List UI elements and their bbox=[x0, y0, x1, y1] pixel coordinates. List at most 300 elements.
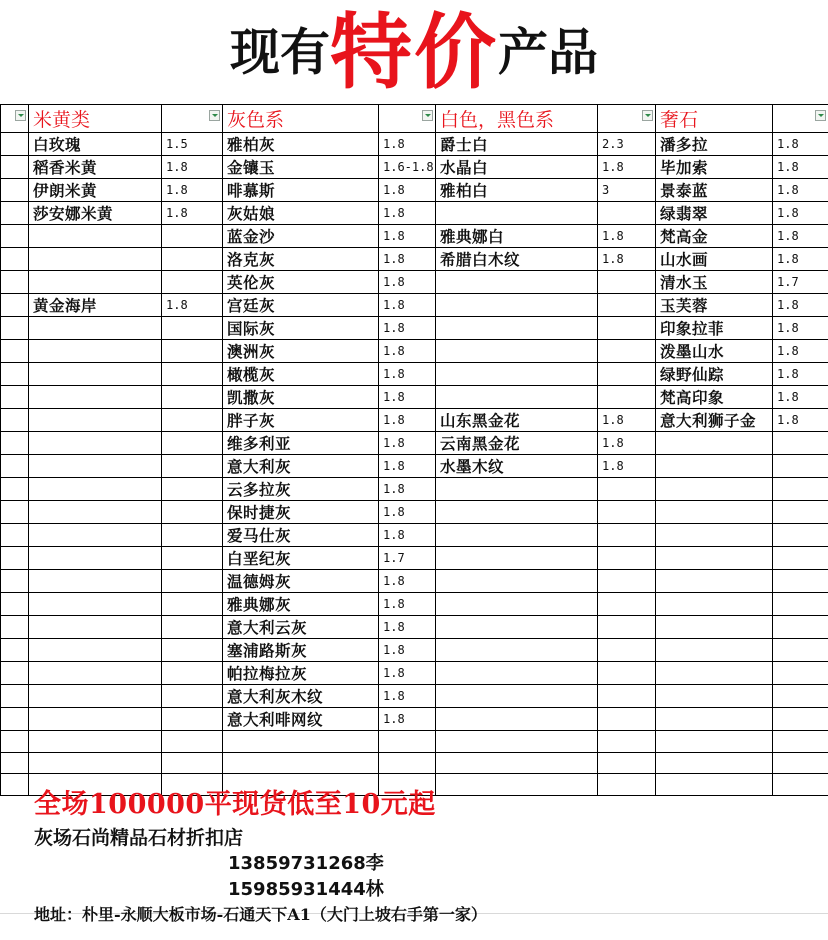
price-cell bbox=[773, 731, 828, 753]
price-cell: 1.8 bbox=[379, 662, 436, 685]
category-header-white-black: 白色，黑色系 bbox=[436, 105, 598, 133]
stone-name-cell: 温德姆灰 bbox=[223, 570, 379, 593]
price-cell bbox=[598, 752, 656, 774]
table-row bbox=[1, 133, 828, 156]
table-row bbox=[1, 294, 828, 317]
stone-name-cell bbox=[656, 501, 773, 524]
stone-name-cell bbox=[29, 248, 162, 271]
price-cell: 1.8 bbox=[379, 294, 436, 317]
stone-name-cell bbox=[656, 478, 773, 501]
stone-name-cell: 国际灰 bbox=[223, 317, 379, 340]
price-cell bbox=[773, 752, 828, 774]
price-cell: 1.8 bbox=[598, 409, 656, 432]
address: 地址：朴里-永顺大板市场-石通天下A1（大门上坡右手第一家） bbox=[34, 905, 487, 924]
price-cell: 1.8 bbox=[379, 685, 436, 708]
phone-contact-2: 15985931444林 bbox=[228, 879, 384, 900]
value-header-cell bbox=[379, 105, 436, 133]
price-cell bbox=[598, 616, 656, 639]
price-cell: 1.8 bbox=[379, 478, 436, 501]
table-row bbox=[1, 662, 828, 685]
price-cell: 1.8 bbox=[773, 340, 828, 363]
stone-name-cell bbox=[656, 432, 773, 455]
stone-name-cell: 绿翡翠 bbox=[656, 202, 773, 225]
price-cell bbox=[162, 432, 223, 455]
price-cell: 1.8 bbox=[773, 133, 828, 156]
price-cell bbox=[598, 662, 656, 685]
price-cell bbox=[773, 547, 828, 570]
table-row bbox=[1, 179, 828, 202]
row-header-cell bbox=[1, 593, 29, 616]
page-title bbox=[0, 0, 828, 104]
stone-name-cell: 意大利灰 bbox=[223, 455, 379, 478]
price-cell bbox=[162, 409, 223, 432]
product-price-table bbox=[0, 104, 828, 796]
stone-name-cell bbox=[656, 455, 773, 478]
price-cell bbox=[598, 708, 656, 731]
row-header-cell bbox=[1, 501, 29, 524]
stone-name-cell bbox=[656, 524, 773, 547]
stone-name-cell: 意大利狮子金 bbox=[656, 409, 773, 432]
price-cell: 1.8 bbox=[379, 708, 436, 731]
price-cell bbox=[162, 708, 223, 731]
stone-name-cell: 帕拉梅拉灰 bbox=[223, 662, 379, 685]
stone-name-cell: 梵高印象 bbox=[656, 386, 773, 409]
stone-name-cell bbox=[436, 524, 598, 547]
stone-name-cell: 潘多拉 bbox=[656, 133, 773, 156]
price-cell bbox=[598, 363, 656, 386]
price-cell bbox=[598, 524, 656, 547]
table-row bbox=[1, 501, 828, 524]
price-cell bbox=[773, 524, 828, 547]
stone-name-cell bbox=[436, 731, 598, 753]
value-header-cell bbox=[162, 105, 223, 133]
stone-name-cell bbox=[436, 340, 598, 363]
row-header-cell bbox=[1, 685, 29, 708]
price-cell bbox=[598, 547, 656, 570]
price-cell bbox=[162, 248, 223, 271]
stone-name-cell bbox=[436, 547, 598, 570]
table-row bbox=[1, 708, 828, 731]
price-cell: 1.8 bbox=[379, 179, 436, 202]
price-cell: 1.8 bbox=[598, 156, 656, 179]
stone-name-cell: 雅柏白 bbox=[436, 179, 598, 202]
stone-name-cell bbox=[436, 271, 598, 294]
stone-name-cell bbox=[29, 340, 162, 363]
stone-name-cell bbox=[436, 685, 598, 708]
stone-name-cell bbox=[29, 432, 162, 455]
price-cell: 1.8 bbox=[773, 248, 828, 271]
stone-name-cell: 凯撒灰 bbox=[223, 386, 379, 409]
row-header-cell bbox=[1, 225, 29, 248]
stone-name-cell bbox=[436, 501, 598, 524]
table-row bbox=[1, 639, 828, 662]
price-cell: 1.8 bbox=[773, 294, 828, 317]
price-cell: 2.3 bbox=[598, 133, 656, 156]
price-cell bbox=[598, 731, 656, 753]
price-cell: 1.6-1.8 bbox=[379, 156, 436, 179]
stone-name-cell bbox=[29, 639, 162, 662]
price-cell: 1.8 bbox=[379, 501, 436, 524]
price-cell: 1.8 bbox=[379, 317, 436, 340]
price-cell bbox=[162, 225, 223, 248]
row-header-cell bbox=[1, 133, 29, 156]
stone-name-cell bbox=[656, 752, 773, 774]
stone-name-cell bbox=[29, 271, 162, 294]
stone-name-cell bbox=[656, 731, 773, 753]
stone-name-cell: 水晶白 bbox=[436, 156, 598, 179]
price-cell: 1.8 bbox=[379, 340, 436, 363]
price-cell: 1.8 bbox=[379, 409, 436, 432]
stone-name-cell bbox=[29, 708, 162, 731]
price-cell bbox=[162, 570, 223, 593]
stone-name-cell bbox=[29, 386, 162, 409]
row-header-cell bbox=[1, 662, 29, 685]
price-cell: 1.8 bbox=[379, 524, 436, 547]
stone-name-cell: 伊朗米黄 bbox=[29, 179, 162, 202]
price-cell bbox=[773, 593, 828, 616]
price-cell: 1.8 bbox=[162, 179, 223, 202]
stone-name-cell: 意大利云灰 bbox=[223, 616, 379, 639]
stone-name-cell bbox=[436, 639, 598, 662]
value-header-cell bbox=[773, 105, 828, 133]
stone-name-cell: 意大利啡网纹 bbox=[223, 708, 379, 731]
stone-name-cell: 白玫瑰 bbox=[29, 133, 162, 156]
price-cell: 1.8 bbox=[379, 616, 436, 639]
price-cell bbox=[162, 363, 223, 386]
table-row bbox=[1, 547, 828, 570]
header-row bbox=[1, 105, 828, 133]
category-header-beige: 米黄类 bbox=[29, 105, 162, 133]
price-cell: 1.8 bbox=[598, 225, 656, 248]
stone-name-cell: 爱马仕灰 bbox=[223, 524, 379, 547]
price-cell bbox=[379, 731, 436, 753]
row-header-cell bbox=[1, 616, 29, 639]
stone-name-cell: 爵士白 bbox=[436, 133, 598, 156]
stone-name-cell: 宫廷灰 bbox=[223, 294, 379, 317]
table-row bbox=[1, 317, 828, 340]
stone-name-cell: 雅柏灰 bbox=[223, 133, 379, 156]
stone-name-cell bbox=[656, 708, 773, 731]
table-row bbox=[1, 455, 828, 478]
stone-name-cell bbox=[29, 317, 162, 340]
price-cell: 1.8 bbox=[773, 386, 828, 409]
row-header-cell bbox=[1, 455, 29, 478]
table-row bbox=[1, 340, 828, 363]
stone-name-cell bbox=[29, 752, 162, 774]
price-cell bbox=[598, 593, 656, 616]
stone-name-cell: 印象拉菲 bbox=[656, 317, 773, 340]
price-cell bbox=[162, 271, 223, 294]
stone-name-cell bbox=[29, 363, 162, 386]
price-cell: 1.8 bbox=[379, 363, 436, 386]
stone-name-cell bbox=[29, 731, 162, 753]
price-cell: 1.5 bbox=[162, 133, 223, 156]
row-header-cell bbox=[1, 547, 29, 570]
row-header-cell bbox=[1, 432, 29, 455]
stone-name-cell bbox=[223, 731, 379, 753]
price-cell bbox=[162, 455, 223, 478]
stone-name-cell: 塞浦路斯灰 bbox=[223, 639, 379, 662]
row-header-cell bbox=[1, 524, 29, 547]
table-row bbox=[1, 593, 828, 616]
stone-name-cell bbox=[436, 317, 598, 340]
stone-name-cell: 毕加索 bbox=[656, 156, 773, 179]
price-cell: 1.8 bbox=[379, 593, 436, 616]
filter-dropdown-icon[interactable] bbox=[209, 110, 220, 121]
price-cell: 1.8 bbox=[598, 432, 656, 455]
row-header-cell bbox=[1, 271, 29, 294]
stone-name-cell bbox=[29, 547, 162, 570]
stone-name-cell bbox=[436, 363, 598, 386]
footer bbox=[0, 778, 828, 940]
price-cell: 1.8 bbox=[773, 156, 828, 179]
price-cell bbox=[162, 639, 223, 662]
price-cell: 1.8 bbox=[379, 202, 436, 225]
stone-name-cell bbox=[656, 547, 773, 570]
stone-name-cell: 希腊白木纹 bbox=[436, 248, 598, 271]
price-cell bbox=[598, 570, 656, 593]
stone-name-cell bbox=[436, 593, 598, 616]
price-cell bbox=[598, 294, 656, 317]
stone-name-cell: 橄榄灰 bbox=[223, 363, 379, 386]
price-cell bbox=[773, 685, 828, 708]
price-cell bbox=[162, 524, 223, 547]
stone-name-cell: 景泰蓝 bbox=[656, 179, 773, 202]
promo-banner: 全场100000平现货低至10元起 bbox=[34, 789, 436, 820]
price-cell bbox=[773, 708, 828, 731]
row-header-cell bbox=[1, 105, 29, 133]
stone-name-cell bbox=[436, 386, 598, 409]
filter-dropdown-icon[interactable] bbox=[642, 110, 653, 121]
row-header-cell bbox=[1, 731, 29, 753]
price-cell bbox=[162, 731, 223, 753]
price-cell bbox=[598, 317, 656, 340]
price-cell: 1.8 bbox=[162, 156, 223, 179]
stone-name-cell bbox=[29, 662, 162, 685]
stone-name-cell: 洛克灰 bbox=[223, 248, 379, 271]
price-cell: 1.8 bbox=[379, 639, 436, 662]
row-header-cell bbox=[1, 202, 29, 225]
row-header-cell bbox=[1, 409, 29, 432]
stone-name-cell: 莎安娜米黄 bbox=[29, 202, 162, 225]
table-row bbox=[1, 731, 828, 753]
row-header-cell bbox=[1, 317, 29, 340]
price-cell bbox=[773, 570, 828, 593]
stone-name-cell: 灰姑娘 bbox=[223, 202, 379, 225]
row-header-cell bbox=[1, 752, 29, 774]
price-cell bbox=[379, 752, 436, 774]
stone-name-cell bbox=[656, 662, 773, 685]
price-cell bbox=[773, 662, 828, 685]
table-row bbox=[1, 616, 828, 639]
price-cell: 1.8 bbox=[162, 202, 223, 225]
row-header-cell bbox=[1, 340, 29, 363]
price-cell bbox=[162, 593, 223, 616]
price-cell: 3 bbox=[598, 179, 656, 202]
stone-name-cell: 梵高金 bbox=[656, 225, 773, 248]
row-header-cell bbox=[1, 156, 29, 179]
filter-dropdown-icon[interactable] bbox=[15, 110, 26, 121]
price-cell bbox=[598, 478, 656, 501]
row-header-cell bbox=[1, 708, 29, 731]
price-cell: 1.8 bbox=[379, 271, 436, 294]
price-cell bbox=[162, 662, 223, 685]
stone-name-cell: 绿野仙踪 bbox=[656, 363, 773, 386]
stone-name-cell: 稻香米黄 bbox=[29, 156, 162, 179]
price-cell bbox=[773, 478, 828, 501]
stone-name-cell: 蓝金沙 bbox=[223, 225, 379, 248]
table-row bbox=[1, 271, 828, 294]
table-row bbox=[1, 386, 828, 409]
price-cell: 1.8 bbox=[379, 570, 436, 593]
table-row bbox=[1, 685, 828, 708]
price-cell bbox=[773, 639, 828, 662]
price-cell bbox=[598, 685, 656, 708]
stone-name-cell bbox=[436, 478, 598, 501]
category-header-luxury: 奢石 bbox=[656, 105, 773, 133]
price-cell bbox=[162, 478, 223, 501]
price-cell bbox=[773, 501, 828, 524]
price-cell bbox=[162, 616, 223, 639]
stone-name-cell: 英伦灰 bbox=[223, 271, 379, 294]
value-header-cell bbox=[598, 105, 656, 133]
stone-name-cell: 金镶玉 bbox=[223, 156, 379, 179]
stone-name-cell: 啡慕斯 bbox=[223, 179, 379, 202]
table-row bbox=[1, 225, 828, 248]
stone-name-cell bbox=[436, 570, 598, 593]
stone-name-cell bbox=[436, 202, 598, 225]
stone-name-cell: 玉芙蓉 bbox=[656, 294, 773, 317]
table-row bbox=[1, 752, 828, 774]
table-row bbox=[1, 409, 828, 432]
price-cell bbox=[162, 685, 223, 708]
filter-dropdown-icon[interactable] bbox=[815, 110, 826, 121]
row-header-cell bbox=[1, 639, 29, 662]
stone-name-cell: 云南黑金花 bbox=[436, 432, 598, 455]
stone-name-cell bbox=[29, 685, 162, 708]
row-header-cell bbox=[1, 294, 29, 317]
price-cell bbox=[598, 202, 656, 225]
stone-name-cell: 雅典娜白 bbox=[436, 225, 598, 248]
shop-name: 灰场石尚精品石材折扣店 bbox=[34, 827, 244, 849]
row-header-cell bbox=[1, 363, 29, 386]
stone-name-cell: 澳洲灰 bbox=[223, 340, 379, 363]
price-cell bbox=[162, 340, 223, 363]
table-row bbox=[1, 478, 828, 501]
title-part-1: 现有 bbox=[229, 23, 330, 82]
stone-name-cell: 云多拉灰 bbox=[223, 478, 379, 501]
price-cell: 1.7 bbox=[379, 547, 436, 570]
row-header-cell bbox=[1, 386, 29, 409]
stone-name-cell bbox=[29, 225, 162, 248]
price-cell: 1.8 bbox=[379, 455, 436, 478]
stone-name-cell: 山水画 bbox=[656, 248, 773, 271]
price-cell bbox=[162, 752, 223, 774]
stone-name-cell: 山东黑金花 bbox=[436, 409, 598, 432]
stone-name-cell: 泼墨山水 bbox=[656, 340, 773, 363]
row-header-cell bbox=[1, 570, 29, 593]
stone-name-cell: 清水玉 bbox=[656, 271, 773, 294]
stone-name-cell: 水墨木纹 bbox=[436, 455, 598, 478]
price-cell bbox=[773, 616, 828, 639]
price-cell: 1.8 bbox=[598, 455, 656, 478]
price-cell bbox=[773, 455, 828, 478]
table-row bbox=[1, 524, 828, 547]
stone-name-cell bbox=[656, 685, 773, 708]
price-cell bbox=[162, 547, 223, 570]
stone-name-cell bbox=[656, 593, 773, 616]
stone-name-cell bbox=[436, 708, 598, 731]
stone-name-cell bbox=[656, 616, 773, 639]
price-cell bbox=[162, 317, 223, 340]
stone-name-cell: 胖子灰 bbox=[223, 409, 379, 432]
category-header-grey: 灰色系 bbox=[223, 105, 379, 133]
stone-name-cell bbox=[223, 752, 379, 774]
price-cell: 1.8 bbox=[598, 248, 656, 271]
table-row bbox=[1, 432, 828, 455]
price-cell: 1.8 bbox=[379, 225, 436, 248]
stone-name-cell bbox=[29, 593, 162, 616]
price-cell: 1.7 bbox=[773, 271, 828, 294]
stone-name-cell bbox=[436, 616, 598, 639]
stone-name-cell bbox=[436, 294, 598, 317]
table-row bbox=[1, 363, 828, 386]
table-row bbox=[1, 570, 828, 593]
price-cell: 1.8 bbox=[162, 294, 223, 317]
stone-name-cell bbox=[436, 662, 598, 685]
price-cell: 1.8 bbox=[379, 133, 436, 156]
stone-name-cell: 白垩纪灰 bbox=[223, 547, 379, 570]
stone-name-cell bbox=[29, 501, 162, 524]
row-header-cell bbox=[1, 179, 29, 202]
price-cell: 1.8 bbox=[773, 409, 828, 432]
filter-dropdown-icon[interactable] bbox=[422, 110, 433, 121]
price-cell: 1.8 bbox=[379, 432, 436, 455]
stone-name-cell: 意大利灰木纹 bbox=[223, 685, 379, 708]
price-cell: 1.8 bbox=[773, 225, 828, 248]
row-header-cell bbox=[1, 478, 29, 501]
table-row bbox=[1, 248, 828, 271]
stone-name-cell: 黄金海岸 bbox=[29, 294, 162, 317]
stone-name-cell bbox=[29, 478, 162, 501]
price-cell bbox=[598, 501, 656, 524]
stone-name-cell: 保时捷灰 bbox=[223, 501, 379, 524]
stone-name-cell bbox=[656, 570, 773, 593]
price-cell: 1.8 bbox=[773, 317, 828, 340]
stone-name-cell bbox=[436, 752, 598, 774]
stone-name-cell: 维多利亚 bbox=[223, 432, 379, 455]
price-cell bbox=[598, 271, 656, 294]
price-cell bbox=[773, 432, 828, 455]
title-part-highlight: 特价 bbox=[329, 4, 498, 101]
price-cell bbox=[598, 386, 656, 409]
table-row bbox=[1, 202, 828, 225]
stone-name-cell bbox=[29, 409, 162, 432]
price-cell: 1.8 bbox=[379, 386, 436, 409]
stone-name-cell bbox=[29, 570, 162, 593]
row-header-cell bbox=[1, 248, 29, 271]
title-part-3: 产品 bbox=[498, 23, 598, 82]
price-cell: 1.8 bbox=[773, 363, 828, 386]
stone-name-cell: 雅典娜灰 bbox=[223, 593, 379, 616]
phone-contact-1: 13859731268李 bbox=[228, 853, 384, 874]
stone-name-cell bbox=[29, 455, 162, 478]
price-cell bbox=[598, 639, 656, 662]
stone-name-cell bbox=[656, 639, 773, 662]
stone-name-cell bbox=[29, 616, 162, 639]
stone-name-cell bbox=[29, 524, 162, 547]
price-cell: 1.8 bbox=[773, 179, 828, 202]
